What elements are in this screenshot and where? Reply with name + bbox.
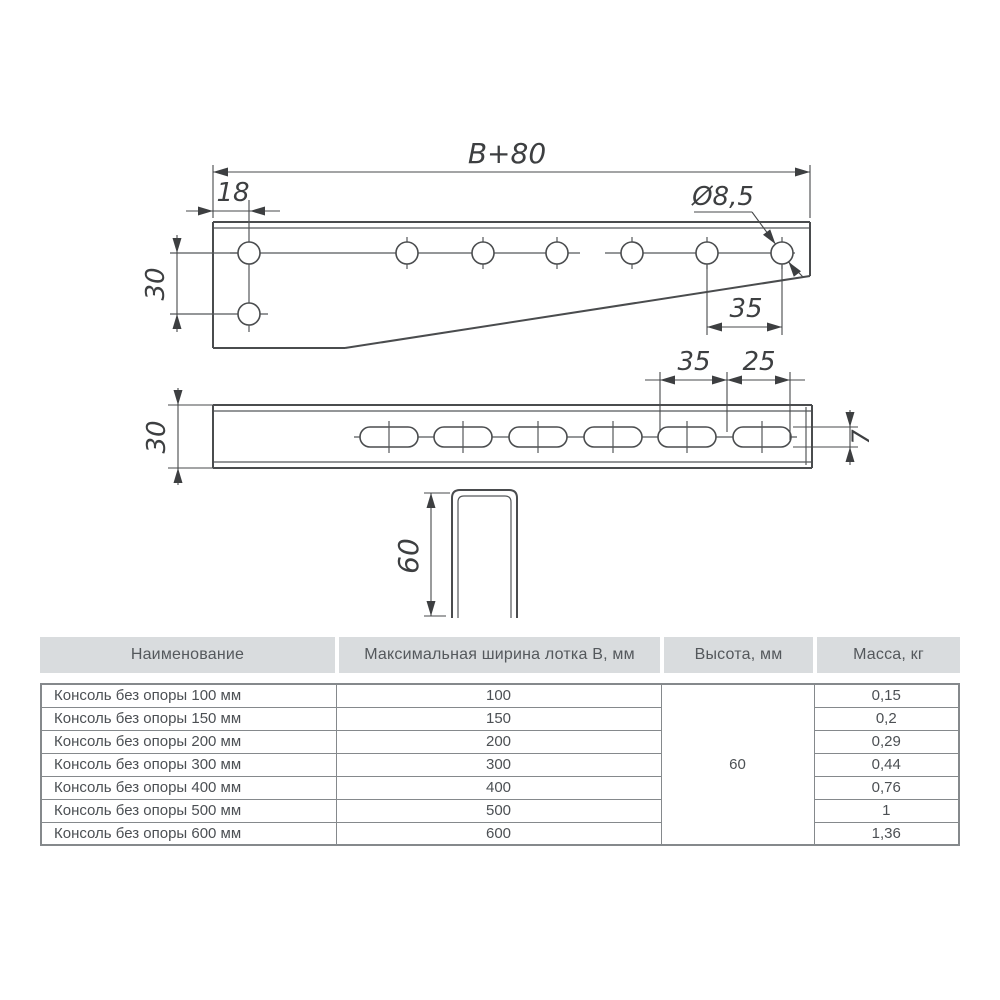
cell-max-width: 300 [336,753,661,776]
cell-name: Консоль без опоры 150 мм [41,707,336,730]
col-header-height: Высота, мм [664,637,813,673]
hole [696,242,718,264]
cell-max-width: 500 [336,799,661,822]
col-header-mass: Масса, кг [817,637,960,673]
spec-table [40,637,960,846]
col-header-name: Наименование [40,637,335,673]
hole [396,242,418,264]
cell-mass: 0,2 [814,707,959,730]
col-header-max-width: Максимальная ширина лотка В, мм [339,637,660,673]
cell-max-width: 400 [336,776,661,799]
dim-edge-offset [186,178,280,216]
dim-profile-width [142,388,213,485]
dim-profile-width-label: 30 [142,420,172,454]
cell-height-merged: 60 [661,684,814,845]
cell-name: Консоль без опоры 300 мм [41,753,336,776]
cell-mass: 0,29 [814,730,959,753]
hole [771,242,793,264]
table-row [41,753,959,776]
hole [238,242,260,264]
dim-profile-height [392,493,450,616]
dim-hole-pitch [707,265,782,335]
dim-hole-diameter-label: Ø8,5 [692,182,754,212]
hole [472,242,494,264]
cell-name: Консоль без опоры 500 мм [41,799,336,822]
top-view [142,347,875,485]
dim-hole-pitch-label: 35 [729,294,763,324]
dim-slot-width [793,410,875,465]
dim-profile-height-label: 60 [392,538,425,574]
cell-max-width: 150 [336,707,661,730]
table-row [41,684,959,707]
cell-name: Консоль без опоры 100 мм [41,684,336,707]
table-row [41,822,959,845]
side-view [141,137,810,348]
dim-slot-width-label: 7 [847,429,875,445]
dim-slot-pitch-label: 35 [677,347,711,377]
table-row [41,707,959,730]
table-row [41,776,959,799]
hole [238,303,260,325]
table-body [40,683,960,846]
cell-max-width: 200 [336,730,661,753]
cell-mass: 0,15 [814,684,959,707]
table-header-row [40,637,960,673]
cell-mass: 1,36 [814,822,959,845]
dim-hole-row-spacing [141,235,182,332]
dim-slot-pitch [645,347,805,440]
cell-mass: 0,44 [814,753,959,776]
dim-slot-end-offset-label: 25 [742,347,776,377]
table-row [41,730,959,753]
section-view [392,490,517,618]
hole [621,242,643,264]
cell-max-width: 600 [336,822,661,845]
cell-name: Консоль без опоры 600 мм [41,822,336,845]
dim-edge-offset-label: 18 [216,178,250,208]
hole [546,242,568,264]
dim-hole-row-spacing-label: 30 [141,267,171,301]
table-row [41,799,959,822]
cell-name: Консоль без опоры 400 мм [41,776,336,799]
cell-mass: 0,76 [814,776,959,799]
cell-name: Консоль без опоры 200 мм [41,730,336,753]
cell-max-width: 100 [336,684,661,707]
cell-mass: 1 [814,799,959,822]
dim-total-width-label: В+80 [467,137,547,170]
